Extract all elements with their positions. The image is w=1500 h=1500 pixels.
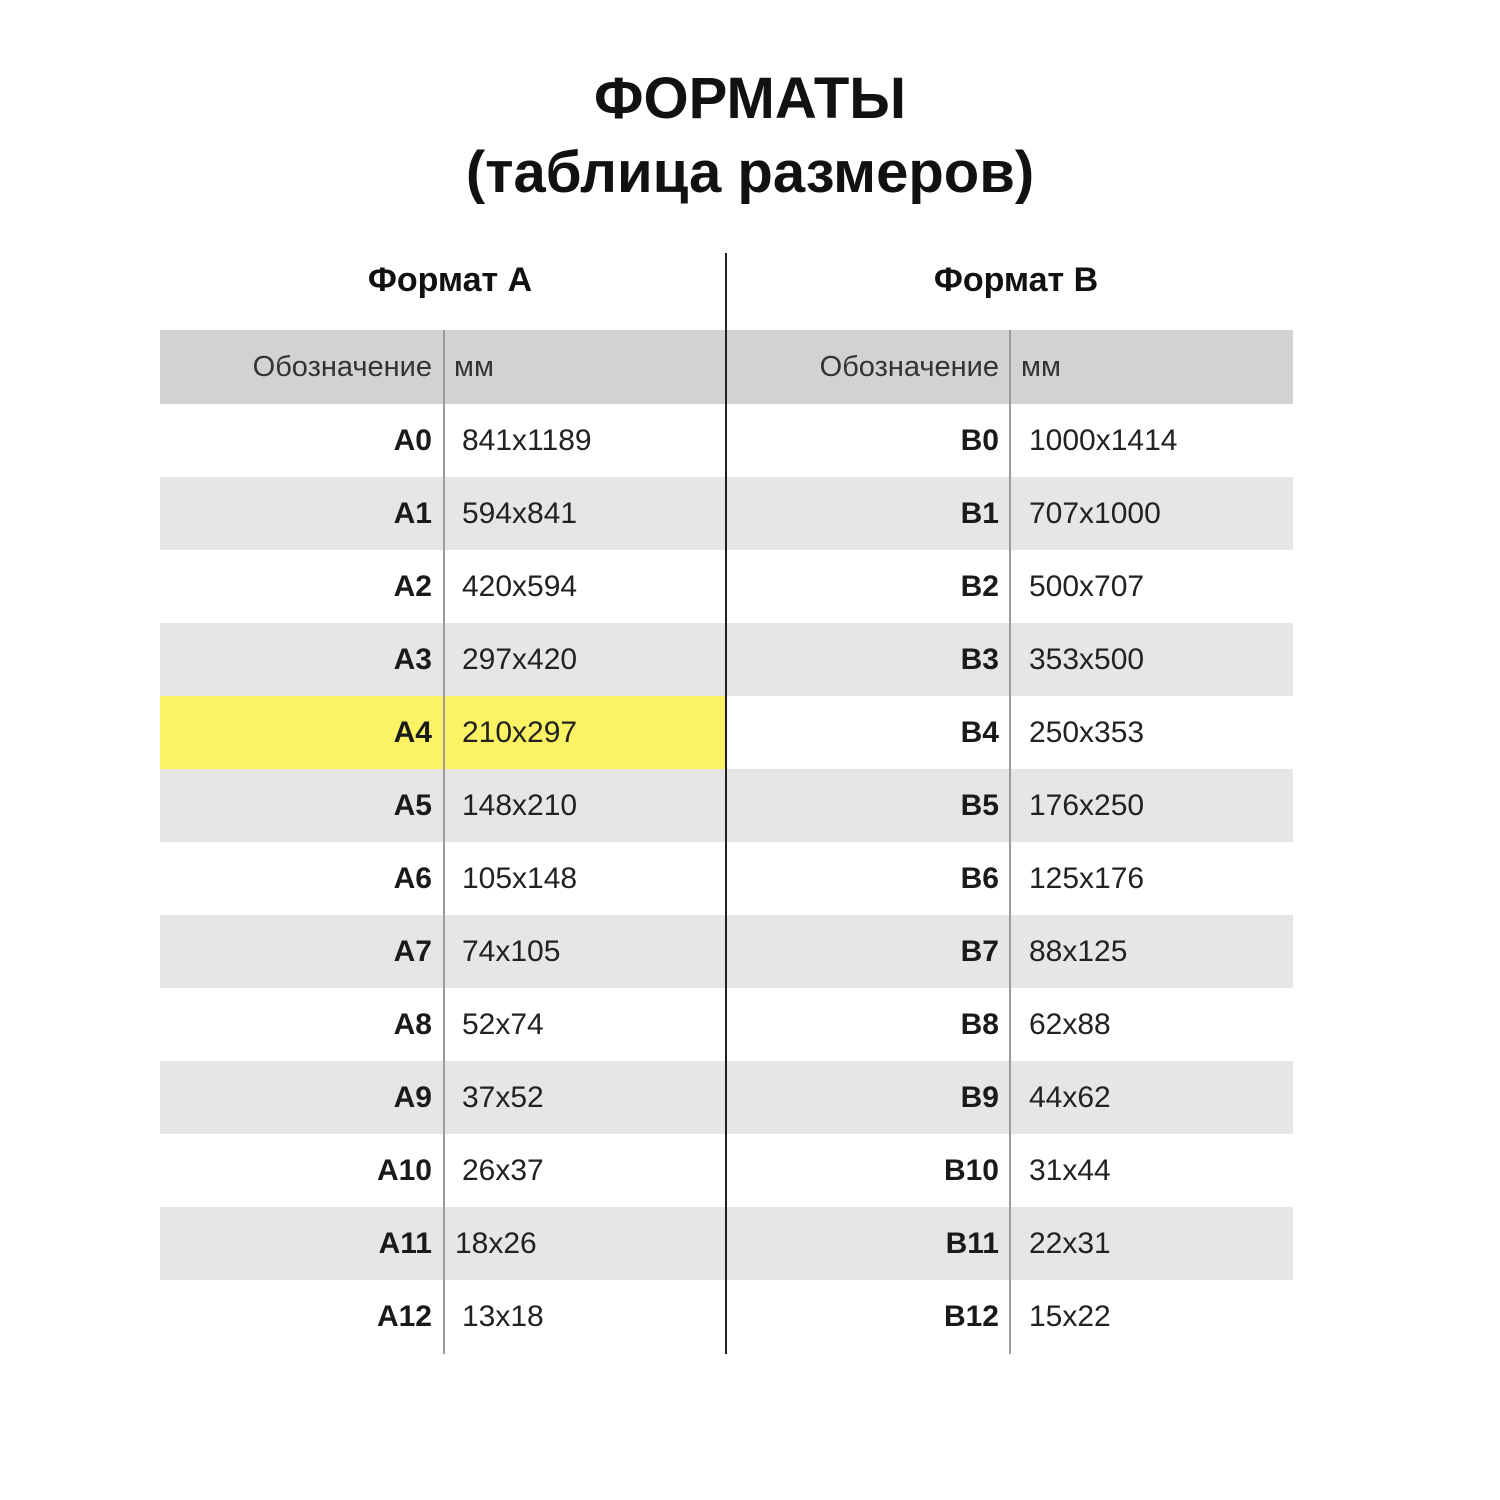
- page-title-line2: (таблица размеров): [465, 140, 1035, 205]
- format-size: 26x37: [462, 1153, 544, 1187]
- format-code: A4: [393, 715, 432, 749]
- column-header-mm: мм: [454, 350, 494, 383]
- format-code: A9: [393, 1080, 432, 1114]
- format-code: A1: [393, 496, 432, 530]
- format-code: A5: [393, 788, 432, 822]
- format-code: B0: [960, 423, 999, 457]
- format-code: B11: [945, 1226, 999, 1260]
- format-size: 420x594: [462, 569, 578, 603]
- format-code: B2: [960, 569, 999, 603]
- format-size: 1000x1414: [1029, 423, 1178, 457]
- format-a-title: Формат А: [367, 261, 533, 299]
- format-size: 250x353: [1029, 715, 1145, 749]
- format-code: B7: [960, 934, 999, 968]
- format-size: 105x148: [462, 861, 578, 895]
- column-header-mm: мм: [1021, 350, 1061, 383]
- format-code: B4: [960, 715, 999, 749]
- format-size: 62x88: [1029, 1007, 1111, 1041]
- format-code: A6: [393, 861, 432, 895]
- section-divider: [725, 253, 727, 1354]
- format-size: 13x18: [462, 1299, 544, 1333]
- format-code: A2: [393, 569, 432, 603]
- column-header-designation: Обозначение: [252, 350, 432, 383]
- format-code: A0: [393, 423, 432, 457]
- format-size: 500x707: [1029, 569, 1145, 603]
- format-code: B10: [943, 1153, 999, 1187]
- format-size: 88x125: [1029, 934, 1128, 968]
- format-size: 297x420: [462, 642, 578, 676]
- page-title-line1: ФОРМАТЫ: [593, 66, 907, 131]
- format-size: 148x210: [462, 788, 578, 822]
- format-size: 707x1000: [1029, 496, 1161, 530]
- format-size: 210x297: [462, 715, 578, 749]
- column-divider-a: [443, 330, 445, 1354]
- format-b-title: Формат В: [933, 261, 1099, 299]
- page-title: [0, 62, 1500, 210]
- format-code: A7: [393, 934, 432, 968]
- format-code: A10: [376, 1153, 432, 1187]
- format-code: B3: [960, 642, 999, 676]
- format-code: B9: [960, 1080, 999, 1114]
- format-code: A12: [376, 1299, 432, 1333]
- format-size: 125x176: [1029, 861, 1145, 895]
- format-code: A11: [378, 1226, 432, 1260]
- format-size: 52x74: [462, 1007, 544, 1041]
- format-size: 18x26: [455, 1226, 537, 1260]
- format-size: 353x500: [1029, 642, 1145, 676]
- format-code: A3: [393, 642, 432, 676]
- format-size: 31x44: [1029, 1153, 1111, 1187]
- format-size: 37x52: [462, 1080, 544, 1114]
- format-size: 594x841: [462, 496, 578, 530]
- format-code: B5: [960, 788, 999, 822]
- format-size: 44x62: [1029, 1080, 1111, 1114]
- format-code: A8: [393, 1007, 432, 1041]
- format-code: B8: [960, 1007, 999, 1041]
- column-header-designation: Обозначение: [819, 350, 999, 383]
- format-code: B6: [960, 861, 999, 895]
- format-code: B12: [943, 1299, 999, 1333]
- format-size: 74x105: [462, 934, 561, 968]
- format-size: 22x31: [1029, 1226, 1111, 1260]
- format-code: B1: [960, 496, 999, 530]
- format-size: 841x1189: [462, 423, 592, 457]
- column-divider-b: [1009, 330, 1011, 1354]
- format-size: 176x250: [1029, 788, 1145, 822]
- format-size: 15x22: [1029, 1299, 1111, 1333]
